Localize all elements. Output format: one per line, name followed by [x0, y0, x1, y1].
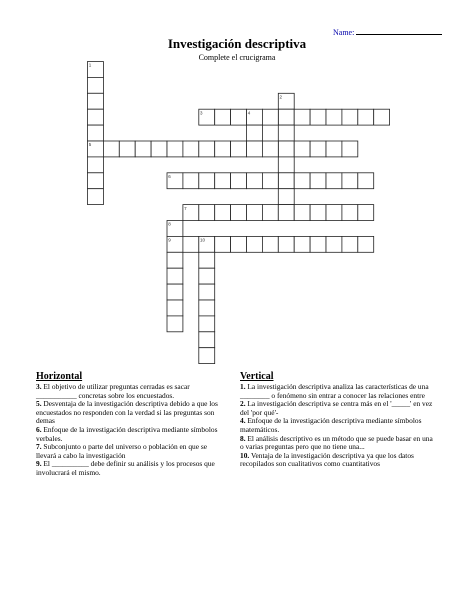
clue-number-label: 1 — [88, 62, 92, 68]
clue-number-label: 5 — [88, 142, 92, 148]
clue-number: 7. — [36, 442, 42, 452]
vertical-clues — [240, 372, 438, 469]
crossword-cell[interactable] — [247, 125, 263, 141]
crossword-cell[interactable] — [199, 173, 215, 189]
crossword-cell[interactable] — [88, 93, 104, 109]
crossword-cell[interactable] — [278, 157, 294, 173]
crossword-cell[interactable] — [119, 141, 135, 157]
clue-text: El objetivo de utilizar preguntas cerradas es sacar ___________ concretas sobre los encuestados. — [36, 382, 190, 400]
crossword-cell[interactable] — [294, 205, 310, 221]
clue-item — [240, 435, 438, 452]
clue-number: 10. — [240, 450, 250, 460]
crossword-cell[interactable] — [199, 205, 215, 221]
crossword-cell[interactable] — [358, 205, 374, 221]
crossword-cell[interactable] — [310, 173, 326, 189]
crossword-cell[interactable] — [88, 109, 104, 125]
crossword-cell[interactable] — [215, 173, 231, 189]
crossword-cell[interactable] — [183, 236, 199, 252]
crossword-cell[interactable] — [88, 77, 104, 93]
crossword-cell[interactable] — [231, 236, 247, 252]
clue-text: Enfoque de la investigación descriptiva mediante símbolos matemáticos. — [240, 416, 422, 434]
crossword-cell[interactable] — [278, 125, 294, 141]
crossword-cell[interactable] — [310, 141, 326, 157]
clue-number: 8. — [240, 433, 246, 443]
crossword-cell[interactable] — [231, 109, 247, 125]
crossword-cell[interactable] — [199, 316, 215, 332]
crossword-cell[interactable] — [278, 205, 294, 221]
crossword-cell[interactable] — [135, 141, 151, 157]
crossword-cell[interactable] — [88, 173, 104, 189]
clue-number: 4. — [240, 416, 246, 426]
crossword-cell[interactable] — [310, 236, 326, 252]
clue-item — [240, 400, 438, 417]
clue-item — [240, 417, 438, 434]
clue-item — [240, 452, 438, 469]
crossword-cell[interactable] — [326, 236, 342, 252]
crossword-cell[interactable] — [167, 141, 183, 157]
crossword-cell[interactable] — [278, 173, 294, 189]
clue-text: La investigación descriptiva analiza las características de una ________ o fenómeno sin entrar a conocer las relaciones entre — [240, 382, 429, 400]
crossword-cell[interactable] — [374, 109, 390, 125]
crossword-cell[interactable] — [199, 348, 215, 364]
crossword-cell[interactable] — [167, 284, 183, 300]
crossword-cell[interactable] — [88, 189, 104, 205]
crossword-cell[interactable] — [262, 173, 278, 189]
crossword-cell[interactable] — [262, 236, 278, 252]
clue-item — [36, 400, 226, 426]
crossword-cell[interactable] — [183, 173, 199, 189]
crossword-cell[interactable] — [199, 300, 215, 316]
clue-item — [36, 460, 226, 477]
crossword-cell[interactable] — [88, 125, 104, 141]
crossword-cell[interactable] — [342, 109, 358, 125]
crossword-cell[interactable] — [358, 109, 374, 125]
crossword-cell[interactable] — [199, 141, 215, 157]
clue-item — [36, 426, 226, 443]
horizontal-heading: Horizontal — [36, 371, 83, 382]
crossword-cell[interactable] — [215, 236, 231, 252]
clue-text: Desventaja de la investigación descriptiva debido a que los encuestados no responden con la verdad si las preguntas son demas — [36, 399, 218, 426]
clue-text: Enfoque de la investigación descriptiva mediante símbolos verbales. — [36, 424, 218, 443]
clue-text: Subconjunto o parte del universo o población en que se llevará a cabo la investigación — [36, 442, 207, 460]
crossword-cell[interactable] — [199, 268, 215, 284]
crossword-cell[interactable] — [199, 332, 215, 348]
clue-item — [36, 443, 226, 460]
name-label: Name: — [333, 28, 355, 37]
clue-text: Ventaja de la investigación descriptiva ya que los datos recopilados son cualitativos como cuantitativos — [240, 450, 414, 469]
crossword-cell[interactable] — [183, 141, 199, 157]
clue-number-label: 2 — [279, 94, 283, 100]
clue-item — [240, 383, 438, 400]
clue-text: El __________ debe definir su análisis y los procesos que involucrará el mismo. — [36, 459, 215, 477]
crossword-cell[interactable] — [278, 141, 294, 157]
page-subtitle: Complete el crucigrama — [198, 53, 276, 62]
clue-number-label: 4 — [247, 110, 251, 116]
clue-number-label: 6 — [168, 174, 171, 179]
crossword-cell[interactable] — [262, 205, 278, 221]
clue-number-label: 8 — [168, 221, 171, 227]
crossword-cell[interactable] — [262, 141, 278, 157]
crossword-cell[interactable] — [247, 173, 263, 189]
crossword-cell[interactable] — [278, 189, 294, 205]
crossword-cell[interactable] — [231, 205, 247, 221]
crossword-cell[interactable] — [310, 109, 326, 125]
crossword-cell[interactable] — [167, 252, 183, 268]
crossword-cell[interactable] — [247, 236, 263, 252]
crossword-cell[interactable] — [294, 109, 310, 125]
crossword-cell[interactable] — [103, 141, 119, 157]
clue-number-label: 9 — [168, 237, 171, 243]
crossword-cell[interactable] — [262, 109, 278, 125]
vertical-heading: Vertical — [240, 371, 274, 382]
clue-number: 3. — [36, 382, 42, 391]
clue-number: 9. — [36, 459, 42, 469]
crossword-cell[interactable] — [294, 236, 310, 252]
crossword-cell[interactable] — [310, 205, 326, 221]
crossword-cell[interactable] — [215, 141, 231, 157]
clue-text: El análisis descriptivo es un método que se puede basar en una o varias preguntas pero que no tiene una... — [240, 433, 433, 452]
clue-number: 5. — [36, 399, 42, 409]
horizontal-clues — [36, 372, 226, 478]
crossword-cell[interactable] — [278, 109, 294, 125]
page-title: Investigación descriptiva — [167, 36, 307, 51]
crossword-cell[interactable] — [231, 173, 247, 189]
crossword-cell[interactable] — [342, 173, 358, 189]
crossword-cell[interactable] — [326, 173, 342, 189]
clue-number-label: 7 — [184, 205, 187, 211]
clue-item — [36, 383, 226, 400]
crossword-cell[interactable] — [342, 205, 358, 221]
crossword-cell[interactable] — [215, 109, 231, 125]
crossword-cell[interactable] — [199, 252, 215, 268]
crossword-cell[interactable] — [199, 284, 215, 300]
crossword-cell[interactable] — [294, 173, 310, 189]
crossword-cell[interactable] — [167, 268, 183, 284]
crossword-cell[interactable] — [231, 141, 247, 157]
crossword-cell[interactable] — [326, 141, 342, 157]
crossword-cell[interactable] — [167, 316, 183, 332]
crossword-cell[interactable] — [247, 205, 263, 221]
crossword-cell[interactable] — [151, 141, 167, 157]
clue-number: 2. — [240, 399, 246, 409]
crossword-cell[interactable] — [326, 109, 342, 125]
crossword-cell[interactable] — [358, 236, 374, 252]
crossword-cell[interactable] — [294, 141, 310, 157]
crossword-cell[interactable] — [247, 141, 263, 157]
clue-number-label: 10 — [200, 237, 206, 243]
clue-number-label: 3 — [200, 110, 203, 116]
clue-text: La investigación descriptiva se centra más en el '_____' en vez del 'por qué'- — [240, 399, 433, 417]
crossword-cell[interactable] — [326, 205, 342, 221]
clue-number: 6. — [36, 424, 42, 434]
crossword-cell[interactable] — [167, 300, 183, 316]
crossword-cell[interactable] — [215, 205, 231, 221]
crossword-cell[interactable] — [342, 141, 358, 157]
clue-number: 1. — [240, 382, 246, 391]
crossword-cell[interactable] — [278, 236, 294, 252]
crossword-cell[interactable] — [342, 236, 358, 252]
crossword-cell[interactable] — [88, 157, 104, 173]
crossword-cell[interactable] — [358, 173, 374, 189]
